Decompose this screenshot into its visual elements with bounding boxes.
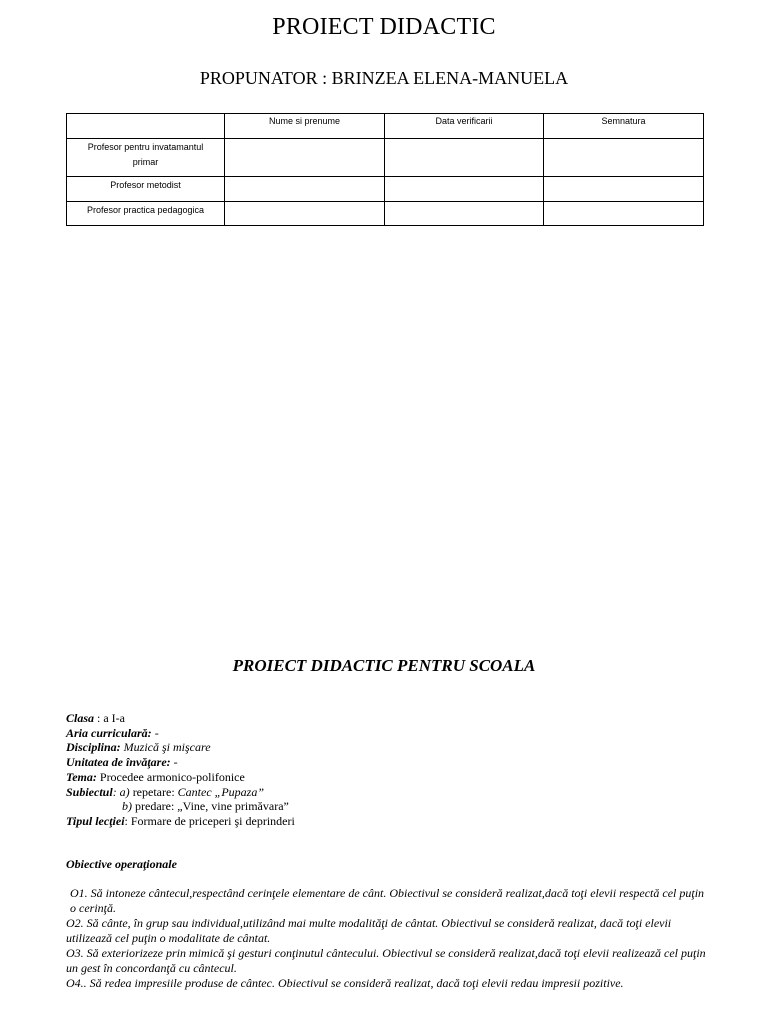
objectives-list bbox=[52, 886, 712, 991]
table-row bbox=[67, 139, 704, 177]
table-header-cell bbox=[67, 114, 225, 139]
detail-subiectul-b bbox=[66, 799, 706, 814]
detail-disciplina bbox=[66, 740, 706, 755]
detail-value: Cantec „Pupaza” bbox=[177, 784, 264, 799]
detail-label: Disciplina: bbox=[66, 740, 121, 755]
objective-item: O2. Să cânte, în grup sau individual,utilizând mai multe modalităţi de cântat. Obiectivul se consideră realizat, dacă toţi elevii utilizează cel puţin o modalitate de cântat. bbox=[66, 916, 672, 945]
detail-label: Tema: bbox=[66, 769, 97, 784]
detail-label: Clasa bbox=[66, 711, 95, 725]
row-label bbox=[67, 202, 225, 226]
detail-tema bbox=[66, 770, 706, 785]
table-row bbox=[67, 177, 704, 202]
objectives-heading: Obiective operaţionale bbox=[66, 857, 177, 871]
detail-value: - bbox=[170, 755, 178, 770]
table-cell bbox=[544, 139, 704, 177]
detail-aria bbox=[66, 726, 706, 741]
objective-item: O4.. Să redea impresiile produse de cântec. Obiectivul se consideră realizat, dacă toţi elevii redau impresii pozitive. bbox=[66, 976, 624, 990]
table-header-row bbox=[67, 114, 704, 139]
approval-table bbox=[66, 113, 704, 226]
row-label-line: primar bbox=[132, 157, 159, 167]
detail-value: Muzică şi mişcare bbox=[120, 740, 211, 755]
detail-clasa bbox=[66, 711, 706, 726]
row-label bbox=[67, 139, 225, 177]
detail-tipul bbox=[66, 814, 706, 829]
detail-subiectul-a bbox=[66, 785, 706, 800]
row-label-line: Profesor pentru invatamantul bbox=[87, 142, 204, 152]
table-header-cell: Nume si prenume bbox=[225, 114, 385, 139]
detail-value: b) bbox=[122, 799, 132, 814]
proposer-line: PROPUNATOR : BRINZEA ELENA-MANUELA bbox=[199, 68, 569, 88]
section-title: PROIECT DIDACTIC PENTRU SCOALA bbox=[232, 656, 536, 675]
page-title: PROIECT DIDACTIC bbox=[272, 14, 496, 40]
row-label-line: Profesor metodist bbox=[110, 180, 181, 190]
detail-label: Aria curriculară: bbox=[66, 725, 152, 740]
table-header-cell: Semnatura bbox=[544, 114, 704, 139]
detail-label: Subiectul bbox=[66, 784, 113, 799]
detail-value: repetare: bbox=[129, 784, 178, 799]
table-cell bbox=[385, 139, 544, 177]
detail-value: : Formare de priceperi şi deprinderi bbox=[124, 813, 295, 828]
detail-value: predare: „Vine, vine primăvara” bbox=[132, 799, 289, 814]
table-cell bbox=[544, 177, 704, 202]
detail-value: Procedee armonico-polifonice bbox=[96, 769, 245, 784]
objective-item: O3. Să exteriorizeze prin mimică şi gesturi conţinutul cântecului. Obiectivul se consideră realizat,dacă toţi elevii realizează cel puţin un gest în concordanţă cu cântecul. bbox=[66, 946, 706, 975]
detail-value: - bbox=[151, 725, 159, 740]
detail-value: : a I-a bbox=[94, 711, 125, 725]
table-cell bbox=[385, 202, 544, 226]
table-cell bbox=[225, 202, 385, 226]
detail-label: Tipul lecţiei bbox=[66, 813, 125, 828]
table-header-cell: Data verificarii bbox=[385, 114, 544, 139]
detail-label: Unitatea de învăţare: bbox=[66, 755, 171, 770]
objective-item: O1. Să intoneze cântecul,respectând cerinţele elementare de cânt. Obiectivul se consideră realizat,dacă toţi elevii respectă cel puţin o cerinţă. bbox=[70, 886, 705, 915]
row-label-line: Profesor practica pedagogica bbox=[86, 205, 205, 215]
row-label bbox=[67, 177, 225, 202]
table-cell bbox=[225, 139, 385, 177]
lesson-details bbox=[66, 711, 706, 829]
detail-value: : a) bbox=[112, 784, 130, 799]
table-cell bbox=[225, 177, 385, 202]
table-cell bbox=[385, 177, 544, 202]
table-row bbox=[67, 202, 704, 226]
table-cell bbox=[544, 202, 704, 226]
detail-unitatea bbox=[66, 755, 706, 770]
